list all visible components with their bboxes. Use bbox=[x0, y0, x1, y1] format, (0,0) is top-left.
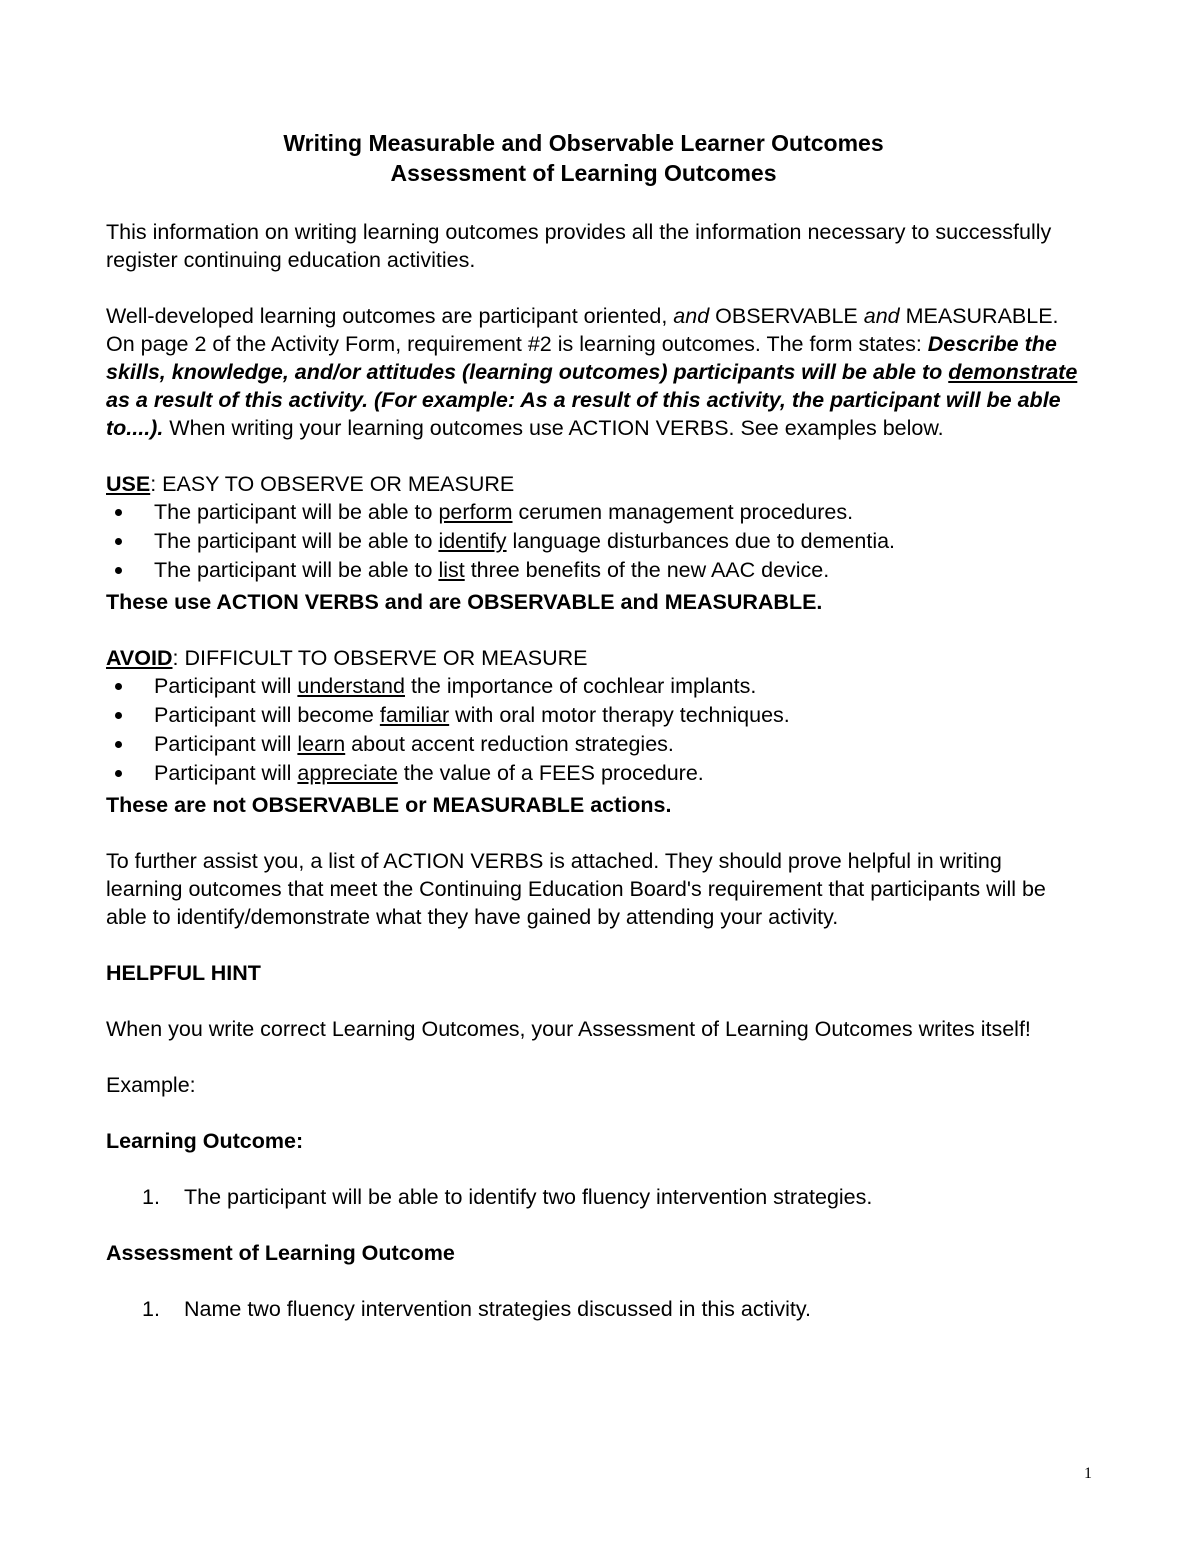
assessment-heading: Assessment of Learning Outcome bbox=[106, 1241, 455, 1265]
use-summary: These use ACTION VERBS and are OBSERVABLE and MEASURABLE. bbox=[106, 590, 823, 614]
document-title bbox=[86, 128, 1081, 188]
assessment-item bbox=[106, 1295, 1081, 1323]
avoid-summary: These are not OBSERVABLE or MEASURABLE actions. bbox=[106, 793, 672, 817]
example-label: Example: bbox=[106, 1073, 196, 1097]
para2-text-2: OBSERVABLE bbox=[709, 304, 864, 328]
item-text: Participant will become bbox=[154, 703, 380, 727]
list-item bbox=[106, 701, 1081, 729]
item-text: Participant will bbox=[154, 761, 298, 785]
para2-and-1: and bbox=[673, 304, 710, 328]
form-quote-demonstrate: demonstrate bbox=[948, 360, 1078, 384]
use-heading bbox=[106, 470, 1081, 498]
bullet-icon bbox=[115, 567, 122, 574]
use-label: USE bbox=[106, 472, 151, 496]
learning-outcome-heading: Learning Outcome: bbox=[106, 1129, 304, 1153]
assist-paragraph: To further assist you, a list of ACTION VERBS is attached. They should prove helpful in writing learning outcomes that meet the Continuing Education Board's requirement that participants will be able to identify/demonstrate what they have gained by attending your activity. bbox=[106, 849, 1046, 929]
item-number: 1. bbox=[142, 1297, 160, 1321]
item-text: language disturbances due to dementia. bbox=[506, 529, 896, 553]
item-text: The participant will be able to bbox=[154, 500, 439, 524]
page-content bbox=[106, 128, 1081, 1323]
vague-verb: learn bbox=[297, 732, 346, 756]
item-text: Name two fluency intervention strategies discussed in this activity. bbox=[184, 1297, 811, 1321]
list-item bbox=[106, 498, 1081, 526]
learning-outcome-item bbox=[106, 1183, 1081, 1211]
para2-and-2: and bbox=[863, 304, 900, 328]
item-text: The participant will be able to identify two fluency intervention strategies. bbox=[184, 1185, 873, 1209]
use-list bbox=[106, 498, 1081, 584]
form-quote-1: Describe the skills, knowledge, and/or attitudes (learning outcomes) participants will be able to bbox=[106, 332, 1057, 384]
use-heading-rest: : EASY TO OBSERVE OR MEASURE bbox=[150, 472, 515, 496]
list-item bbox=[106, 556, 1081, 584]
item-text: about accent reduction strategies. bbox=[345, 732, 674, 756]
item-text: the importance of cochlear implants. bbox=[404, 674, 757, 698]
vague-verb: understand bbox=[297, 674, 405, 698]
avoid-list bbox=[106, 672, 1081, 787]
bullet-icon bbox=[115, 538, 122, 545]
bullet-icon bbox=[115, 712, 122, 719]
bullet-icon bbox=[115, 683, 122, 690]
item-text: the value of a FEES procedure. bbox=[397, 761, 704, 785]
para2-text-3: MEASURABLE. On page 2 of the Activity Form, requirement #2 is learning outcomes. The form states: bbox=[106, 304, 1059, 356]
list-item bbox=[106, 527, 1081, 555]
list-item bbox=[106, 759, 1081, 787]
para2-text-1: Well-developed learning outcomes are participant oriented, bbox=[106, 304, 674, 328]
intro-paragraph: This information on writing learning outcomes provides all the information necessary to successfully register continuing education activities. bbox=[106, 220, 1052, 272]
avoid-label: AVOID bbox=[106, 646, 173, 670]
item-text: with oral motor therapy techniques. bbox=[449, 703, 790, 727]
form-quote-2: as a result of this activity. (For example: As a result of this activity, the participant will be able to....). bbox=[106, 388, 1061, 440]
vague-verb: familiar bbox=[379, 703, 450, 727]
item-text: three benefits of the new AAC device. bbox=[464, 558, 830, 582]
bullet-icon bbox=[115, 741, 122, 748]
action-verb: identify bbox=[438, 529, 507, 553]
title-line-1: Writing Measurable and Observable Learner Outcomes bbox=[283, 130, 884, 156]
bullet-icon bbox=[115, 770, 122, 777]
avoid-heading-rest: : DIFFICULT TO OBSERVE OR MEASURE bbox=[172, 646, 588, 670]
action-verb: perform bbox=[438, 500, 513, 524]
list-item bbox=[106, 730, 1081, 758]
page-number: 1 bbox=[1084, 1465, 1092, 1482]
item-text: Participant will bbox=[154, 674, 298, 698]
action-verb: list bbox=[438, 558, 465, 582]
para2-text-4: When writing your learning outcomes use ACTION VERBS. See examples below. bbox=[163, 416, 944, 440]
list-item bbox=[106, 672, 1081, 700]
vague-verb: appreciate bbox=[297, 761, 398, 785]
hint-paragraph: When you write correct Learning Outcomes, your Assessment of Learning Outcomes writes itself! bbox=[106, 1017, 1031, 1041]
item-text: Participant will bbox=[154, 732, 298, 756]
outcomes-paragraph bbox=[106, 302, 1081, 442]
bullet-icon bbox=[115, 509, 122, 516]
hint-heading: HELPFUL HINT bbox=[106, 961, 261, 985]
avoid-heading bbox=[106, 644, 1081, 672]
item-text: cerumen management procedures. bbox=[512, 500, 854, 524]
title-line-2: Assessment of Learning Outcomes bbox=[390, 160, 777, 186]
item-number: 1. bbox=[142, 1185, 160, 1209]
item-text: The participant will be able to bbox=[154, 558, 439, 582]
item-text: The participant will be able to bbox=[154, 529, 439, 553]
